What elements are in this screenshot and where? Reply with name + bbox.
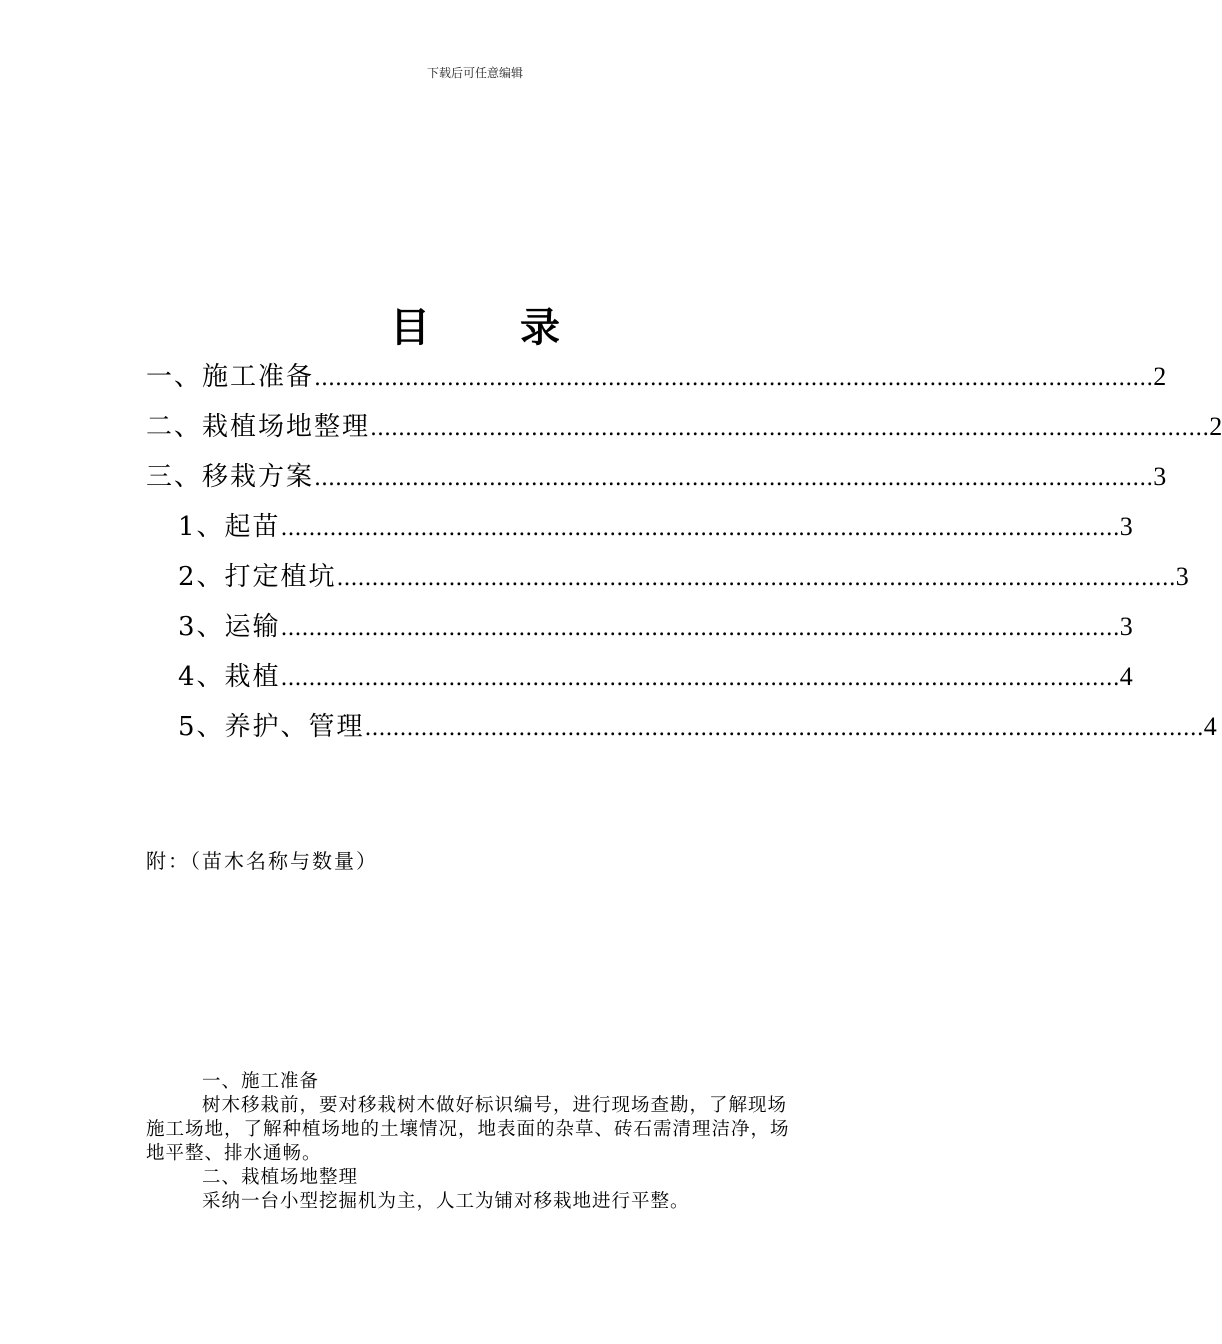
toc-entry-page: 3	[1175, 562, 1189, 591]
toc-entry[interactable]	[146, 652, 1133, 702]
toc-entry[interactable]	[146, 502, 1133, 552]
toc-entry-page: 3	[1119, 612, 1133, 641]
section-heading: 二、栽植场地整理	[202, 1167, 359, 1188]
body-paragraph: 树木移栽前，要对移栽树木做好标识编号，进行现场查勘，了解现场施工场地，了解种植场地的土壤情况，地表面的杂草、砖石需清理洁净，场地平整、排水通畅。	[146, 1095, 790, 1164]
toc-entry[interactable]	[146, 552, 1189, 602]
toc-leader-dots: ........................................................................................................................	[314, 466, 1154, 491]
toc-leader-dots: ........................................................................................................................	[280, 516, 1120, 541]
toc-entry-page: 4	[1203, 712, 1217, 741]
table-of-contents	[146, 352, 1222, 752]
toc-entry-page: 3	[1153, 462, 1167, 491]
toc-leader-dots: ........................................................................................................................	[280, 666, 1120, 691]
toc-entry[interactable]	[146, 352, 1167, 402]
toc-entry-label: 3、运输	[178, 612, 281, 642]
toc-entry-page: 2	[1209, 412, 1222, 441]
toc-entry-label: 一、施工准备	[146, 362, 315, 392]
toc-entry[interactable]	[146, 452, 1167, 502]
toc-entry-label: 2、打定植坑	[178, 562, 337, 592]
toc-leader-dots: ........................................................................................................................	[336, 566, 1176, 591]
toc-entry-page: 2	[1153, 362, 1167, 391]
page-header: 下载后可任意编辑	[426, 66, 523, 80]
toc-entry[interactable]	[146, 602, 1133, 652]
toc-entry[interactable]	[146, 402, 1222, 452]
toc-entry[interactable]	[146, 702, 1217, 752]
toc-entry-label: 二、栽植场地整理	[146, 412, 371, 442]
toc-leader-dots: ........................................................................................................................	[314, 366, 1154, 391]
toc-entry-label: 1、起苗	[178, 512, 281, 542]
section-heading: 一、施工准备	[202, 1071, 320, 1092]
toc-leader-dots: ........................................................................................................................	[280, 616, 1120, 641]
appendix-note: 附：（苗木名称与数量）	[146, 849, 378, 873]
toc-entry-label: 5、养护、管理	[178, 712, 365, 742]
toc-leader-dots: ........................................................................................................................	[370, 416, 1210, 441]
toc-entry-label: 4、栽植	[178, 662, 281, 692]
body-paragraph: 采纳一台小型挖掘机为主，人工为铺对移栽地进行平整。	[202, 1191, 690, 1212]
toc-title: 目 录	[390, 304, 598, 351]
body-text	[146, 1070, 806, 1214]
toc-entry-page: 3	[1119, 512, 1133, 541]
toc-entry-label: 三、移栽方案	[146, 462, 315, 492]
toc-leader-dots: ........................................................................................................................	[364, 716, 1204, 741]
toc-entry-page: 4	[1119, 662, 1133, 691]
